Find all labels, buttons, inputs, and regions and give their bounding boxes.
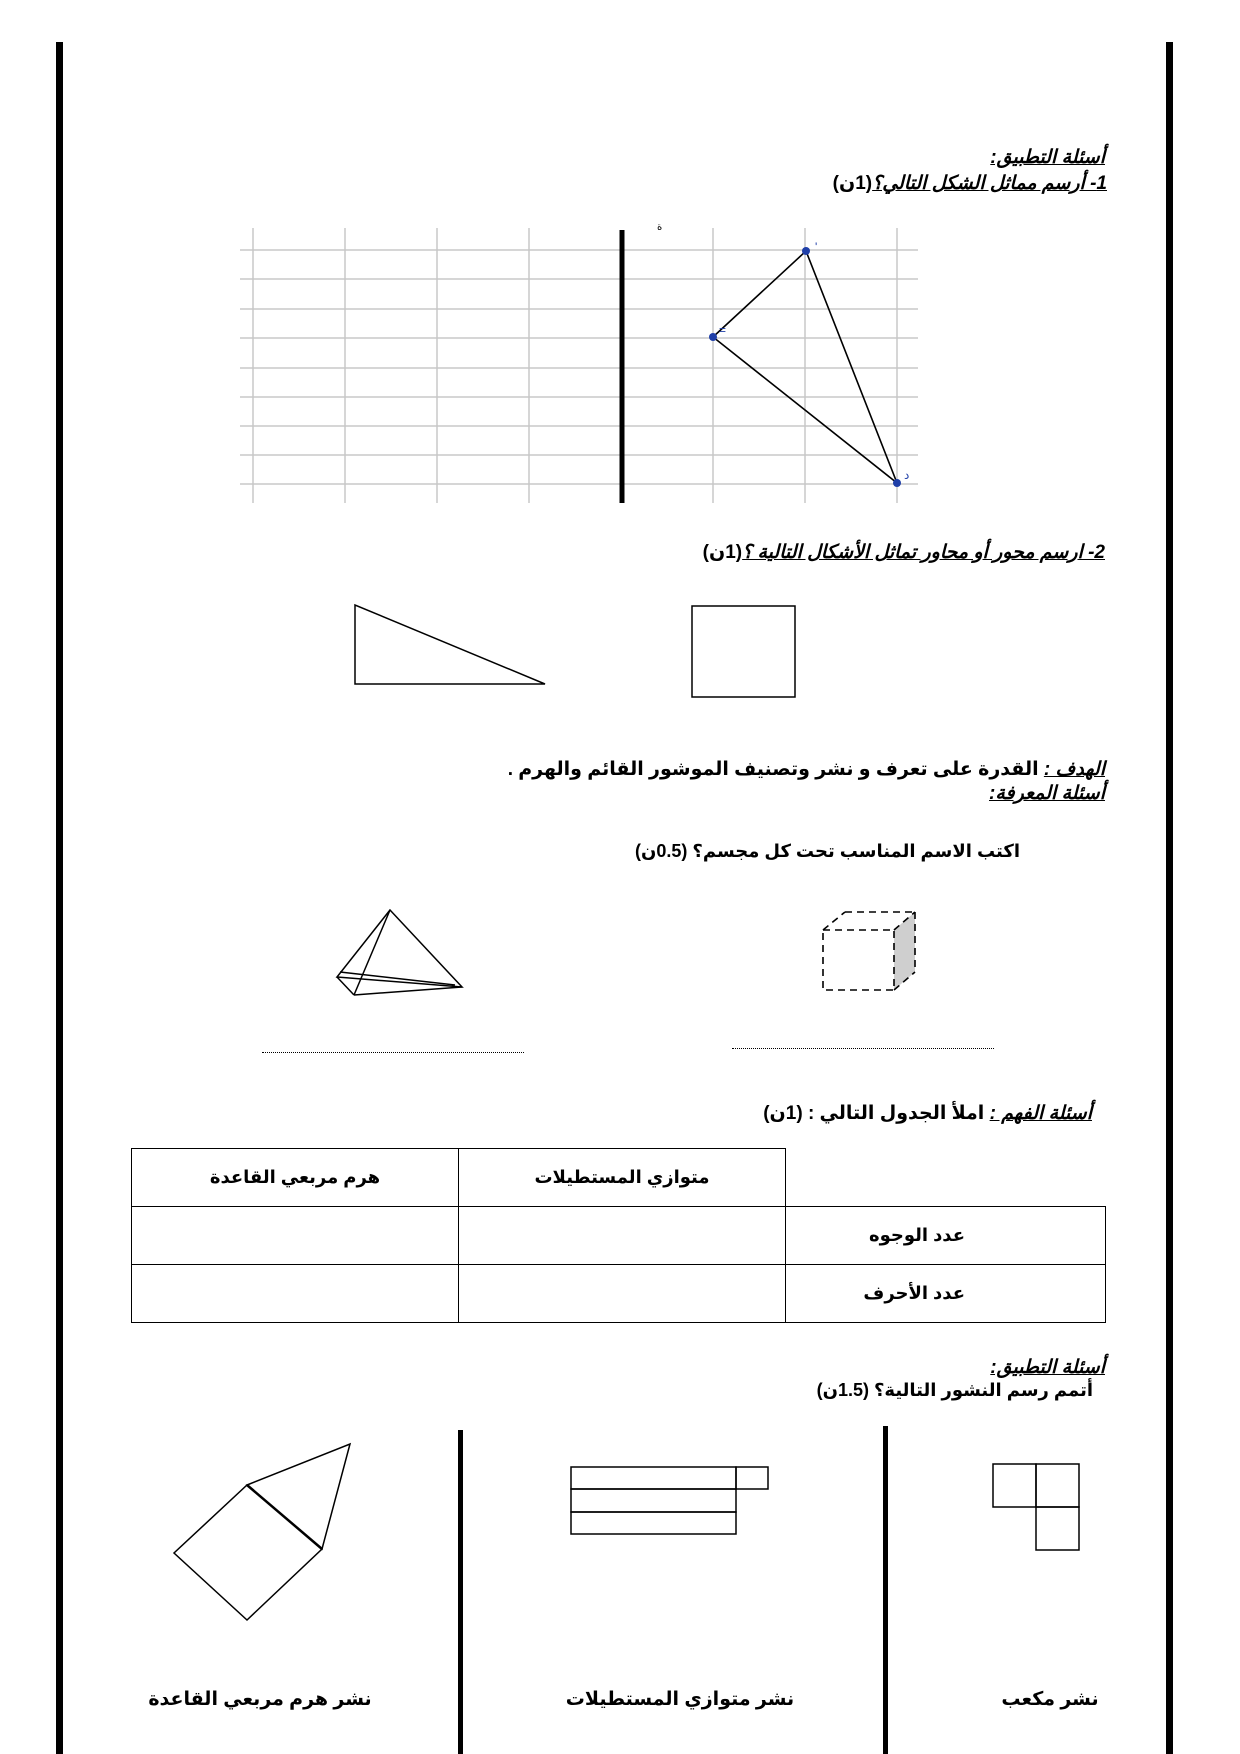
section-heading-knowledge: أسئلة المعرفة: [989, 783, 1105, 804]
section-heading-application: أسئلة التطبيق: [990, 147, 1105, 168]
question-2-points: (1ن) [702, 542, 743, 563]
grid-top-glyph: ة [657, 222, 663, 233]
objective-label: الهدف : [1043, 759, 1105, 780]
question-1-text: 1- أرسم مماثل الشكل التالي؟ [872, 173, 1107, 194]
section-heading-application-2: أسئلة التطبيق: [990, 1357, 1105, 1378]
objective-text: القدرة على تعرف و نشر وتصنيف الموشور القائم والهرم . [507, 759, 1044, 780]
header-pyramid: هرم مربعي القاعدة [132, 1149, 459, 1207]
point-b-label: = [719, 323, 727, 337]
net-label-pyramid: نشر هرم مربعي القاعدة [148, 1689, 372, 1710]
pyramid-net [174, 1444, 350, 1620]
net-label-cuboid: نشر متوازي المستطيلات [565, 1689, 795, 1710]
cube-net [993, 1464, 1079, 1550]
row-label-faces: عدد الوجوه [786, 1207, 1106, 1265]
question-1-points: (1ن) [832, 173, 873, 194]
point-c-label: د [904, 468, 910, 482]
question-2-text: 2- ارسم محور أو محاور تماثل الأشكال التالية ؟ [742, 542, 1105, 563]
knowledge-question: اكتب الاسم المناسب تحت كل مجسم؟ (0.5ن) [635, 841, 1020, 861]
point-a-label: ' [815, 240, 818, 254]
understanding-heading: أسئلة الفهم : [989, 1103, 1092, 1124]
understanding-text: املأ الجدول التالي : (1ن) [763, 1103, 990, 1124]
net-label-cube: نشر مكعب [1001, 1689, 1099, 1710]
cuboid-net [571, 1467, 768, 1534]
row-label-edges: عدد الأحرف [786, 1265, 1106, 1323]
header-cuboid: متوازي المستطيلات [459, 1149, 786, 1207]
nets-question: أتمم رسم النشور التالية؟ (1.5ن) [816, 1380, 1093, 1400]
